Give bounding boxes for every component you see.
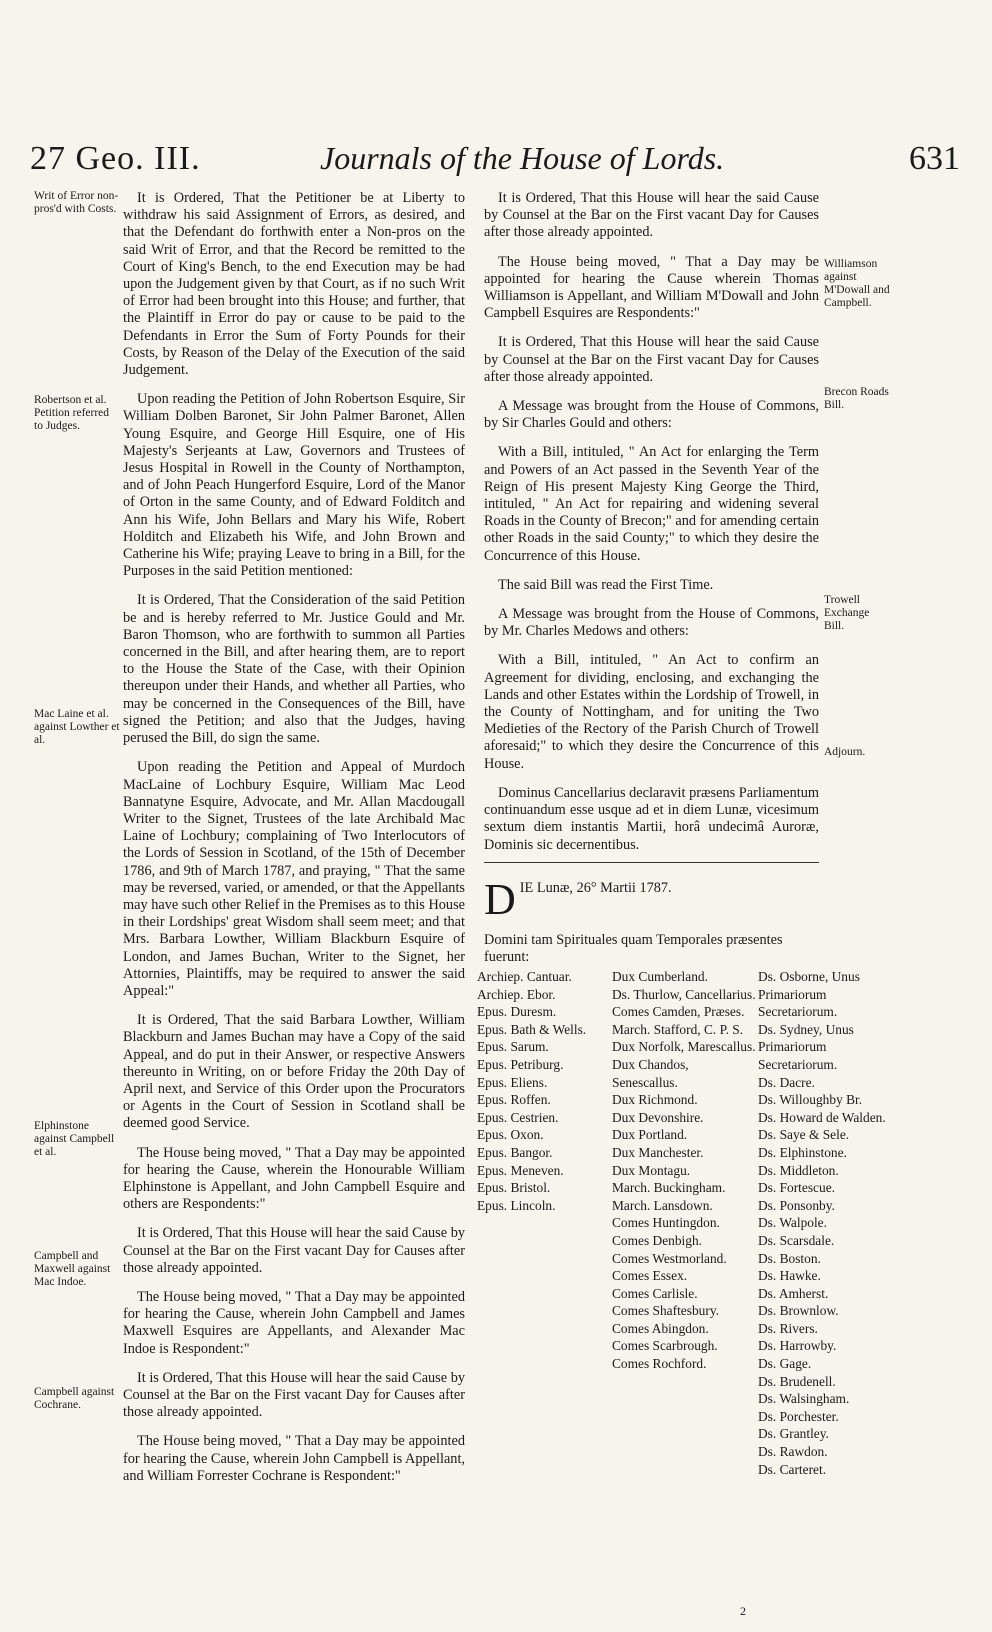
margin-note: Trowell Exchange Bill. — [824, 594, 870, 632]
paragraph: With a Bill, intituled, " An Act for enlarging the Term and Powers of an Act passed in the Seventh Year of the Reign of His present Majesty King George the Third, intituled, " An Act for repairing and widening several Roads in the County of Brecon;" and for amending certain other Roads in the said County;" to which they desire the Concurrence of this House. — [484, 444, 819, 564]
lord-entry: Ds. Rawdon. — [758, 1444, 828, 1460]
lord-entry: Epus. Eliens. — [477, 1074, 548, 1090]
lords-spiritual-list — [477, 968, 607, 1214]
margin-note: Williamson against M'Dowall and Campbell. — [824, 258, 890, 309]
drop-cap: D — [484, 875, 516, 924]
lord-entry: Ds. Walpole. — [758, 1215, 827, 1231]
lord-entry: Ds. Fortescue. — [758, 1180, 835, 1196]
lord-entry: Comes Shaftesbury. — [612, 1303, 719, 1319]
left-column — [123, 190, 465, 1497]
paragraph: With a Bill, intituled, " An Act to confirm an Agreement for dividing, enclosing, and exchanging the Lands and other Estates within the Lordship of Trowell, in the County of Nottingham, and for uniting the Two Medieties of the Rectory of the Parish Church of Trowell aforesaid;" to which they desire the Concurrence of this House. — [484, 652, 819, 772]
margin-note: Writ of Error non-pros'd with Costs. — [34, 190, 119, 215]
page-header — [30, 140, 970, 190]
paragraph: It is Ordered, That this House will hear the said Cause by Counsel at the Bar on the First vacant Day for Causes after those already appointed. — [484, 190, 819, 241]
lord-entry: Ds. Porchester. — [758, 1408, 839, 1424]
margin-note: Adjourn. — [824, 746, 866, 758]
barons-list — [758, 968, 908, 1478]
lord-entry: Ds. Carteret. — [758, 1461, 827, 1477]
paragraph: It is Ordered, That the Petitioner be at Liberty to withdraw his said Assignment of Errors, as desired, and that the Defendant do forthwith enter a Non-pros on the said Writ of Error, and that the Record be remitted to the Court of King's Bench, to the end Execution may be had upon the Judgement given by that Court, as if no such Writ of Error had been brought into this House; and further, that the Plaintiff in Error do pay or cause to be paid to the Defendants in Error the Sum of Forty Pounds for their Costs, by Reason of the Delay of the Execution of the said Judgement. — [123, 190, 465, 379]
lord-entry: Ds. Grantley. — [758, 1426, 829, 1442]
section-divider — [484, 862, 819, 863]
margin-note: Campbell against Cochrane. — [34, 1386, 115, 1411]
lord-entry: Comes Huntingdon. — [612, 1215, 720, 1231]
lord-entry: Ds. Willoughby Br. — [758, 1092, 863, 1108]
margin-note: Brecon Roads Bill. — [824, 386, 889, 411]
lord-entry: Ds. Harrowby. — [758, 1338, 837, 1354]
lord-entry: Ds. Rivers. — [758, 1320, 818, 1336]
lord-entry: Epus. Lincoln. — [477, 1197, 556, 1213]
lord-entry: Archiep. Cantuar. — [477, 969, 572, 984]
lord-entry: March. Stafford, C. P. S. — [612, 1021, 744, 1037]
lord-entry: Epus. Sarum. — [477, 1039, 549, 1055]
lord-entry: March. Buckingham. — [612, 1180, 726, 1196]
right-column — [484, 190, 819, 866]
lord-entry: Ds. Walsingham. — [758, 1391, 850, 1407]
lord-entry: Comes Rochford. — [612, 1356, 707, 1372]
lord-entry: Ds. Brownlow. — [758, 1303, 839, 1319]
lord-entry: Comes Carlisle. — [612, 1285, 698, 1301]
lord-entry: Ds. Saye & Sele. — [758, 1127, 850, 1143]
lord-entry: Dux Cumberland. — [612, 969, 708, 984]
lord-entry: Ds. Gage. — [758, 1356, 812, 1372]
lord-entry: Ds. Howard de Walden. — [758, 1109, 886, 1125]
lord-entry: Ds. Scarsdale. — [758, 1232, 835, 1248]
lord-entry: Epus. Oxon. — [477, 1127, 544, 1143]
paragraph: Upon reading the Petition of John Robertson Esquire, Sir William Dolben Baronet, Sir John Palmer Baronet, Allen Young Esquire, and George Hill Esquire, one of His Majesty's Serjeants at Law, Governors and Trustees of Jesus Hospital in Rowell in the County of Northampton, and of John Peach Hungerford Esquire, Lord of the Manor of Orton in the same County, and of Edward Folditch and Ann his Wife, John Bellars and Mary his Wife, Robert Holditch and Elizabeth his Wife, and John Brown and Catherine his Wife; praying Leave to bring in a Bill, for the Purposes in the said Petition mentioned: — [123, 391, 465, 580]
regnal-year: 27 Geo. III. — [30, 140, 201, 177]
lord-entry: Comes Abingdon. — [612, 1320, 709, 1336]
journal-title: Journals of the House of Lords. — [320, 140, 725, 176]
signature-mark: 2 — [740, 1604, 746, 1618]
paragraph: Dominus Cancellarius declaravit præsens Parliamentum continuandum esse usque ad et in diem Lunæ, vicesimum sextum diem instantis Martii, horâ undecimâ Auroræ, Dominis sic decernentibus. — [484, 784, 819, 853]
present-line: Domini tam Spirituales quam Temporales præsentes fuerunt: — [484, 932, 783, 965]
paragraph: The said Bill was read the First Time. — [498, 576, 714, 593]
paragraph: It is Ordered, That this House will hear the said Cause by Counsel at the Bar on the First vacant Day for Causes after those already appointed. — [123, 1225, 465, 1276]
lord-entry: Ds. Dacre. — [758, 1074, 815, 1090]
paragraph: A Message was brought from the House of Commons, by Mr. Charles Medows and others: — [484, 606, 819, 640]
lord-entry: Ds. Ponsonby. — [758, 1197, 835, 1213]
paragraph: The House being moved, " That a Day may be appointed for hearing the Cause, wherein John Campbell is Appellant, and William Forrester Cochrane is Respondent:" — [123, 1433, 465, 1484]
lord-entry: March. Lansdown. — [612, 1197, 713, 1213]
lord-entry: Epus. Cestrien. — [477, 1109, 559, 1125]
page-number: 631 — [909, 140, 960, 177]
lord-entry: Comes Essex. — [612, 1268, 688, 1284]
paragraph: It is Ordered, That this House will hear the said Cause by Counsel at the Bar on the First vacant Day for Causes after those already appointed. — [484, 334, 819, 385]
margin-note: Robertson et al. Petition referred to Judges. — [34, 394, 110, 432]
paragraph: It is Ordered, That the said Barbara Lowther, William Blackburn and James Buchan may have a Copy of the said Appeal, and do put in their Answer, or respective Answers thereunto in Writing, on or before Friday the 20th Day of April next, and Service of this Order upon the Procurators or Agents in the Court of Session in Scotland shall be deemed good Service. — [123, 1012, 465, 1132]
lord-entry: Dux Richmond. — [612, 1092, 698, 1108]
lord-entry: Dux Chandos, Senescallus. — [612, 1056, 689, 1090]
lord-entry: Epus. Petriburg. — [477, 1056, 564, 1072]
lord-entry: Ds. Brudenell. — [758, 1373, 836, 1389]
paragraph: The House being moved, " That a Day may be appointed for hearing the Cause, wherein John Campbell and James Maxwell Esquires are Appellants, and Alexander Mac Indoe is Respondent:" — [123, 1288, 465, 1357]
margin-note: Elphinstone against Campbell et al. — [34, 1120, 115, 1158]
lord-entry: Comes Scarbrough. — [612, 1338, 718, 1354]
lord-entry: Archiep. Ebor. — [477, 986, 556, 1002]
lord-entry: Epus. Bristol. — [477, 1180, 551, 1196]
lord-entry: Ds. Thurlow, Cancellarius. — [612, 986, 756, 1002]
margin-note: Mac Laine et al. against Lowther et al. — [34, 708, 120, 746]
lord-entry: Ds. Elphinstone. — [758, 1144, 847, 1160]
lords-temporal-list — [612, 968, 756, 1373]
margin-note: Campbell and Maxwell against Mac Indoe. — [34, 1250, 111, 1288]
lord-entry: Dux Manchester. — [612, 1144, 704, 1160]
paragraph: A Message was brought from the House of Commons, by Sir Charles Gould and others: — [484, 398, 819, 432]
date-heading — [484, 875, 819, 924]
lord-entry: Ds. Amherst. — [758, 1285, 829, 1301]
lord-entry: Ds. Osborne, Unus Primariorum Secretariorum. — [758, 969, 860, 1020]
lord-entry: Comes Camden, Præses. — [612, 1004, 745, 1020]
lord-entry: Comes Denbigh. — [612, 1232, 703, 1248]
lord-entry: Epus. Roffen. — [477, 1092, 551, 1108]
lord-entry: Epus. Bath & Wells. — [477, 1021, 587, 1037]
paragraph: It is Ordered, That the Consideration of the said Petition be and is hereby referred to Mr. Justice Gould and Mr. Baron Thomson, who are forthwith to summon all Parties concerned in the Bill, and after hearing them, are to report to the House the State of the Case, with their Opinion thereupon under their Hands, and whether all Parties, who may be concerned in the Consequences of the Bill, have signed the Petition; and also that the Judges, having perused the Bill, do sign the same. — [123, 592, 465, 747]
paragraph: The House being moved, " That a Day may be appointed for hearing the Cause wherein Thomas Williamson is Appellant, and William M'Dowall and John Campbell Esquires are Respondents:" — [484, 253, 819, 322]
lord-entry: Dux Devonshire. — [612, 1109, 704, 1125]
lord-entry: Dux Montagu. — [612, 1162, 691, 1178]
lord-entry: Ds. Boston. — [758, 1250, 821, 1266]
lord-entry: Comes Westmorland. — [612, 1250, 727, 1266]
paragraph: It is Ordered, That this House will hear the said Cause by Counsel at the Bar on the First vacant Day for Causes after those already appointed. — [123, 1369, 465, 1421]
lord-entry: Ds. Hawke. — [758, 1268, 821, 1284]
lord-entry: Ds. Middleton. — [758, 1162, 839, 1178]
lord-entry: Ds. Sydney, Unus Primariorum Secretariorum. — [758, 1021, 854, 1072]
paragraph: The House being moved, " That a Day may be appointed for hearing the Cause, wherein the Honourable William Elphinstone is Appellant, and John Campbell Esquire and others are Respondents:" — [123, 1144, 465, 1213]
lord-entry: Epus. Bangor. — [477, 1144, 553, 1160]
lord-entry: Dux Norfolk, Marescallus. — [612, 1039, 756, 1055]
lord-entry: Epus. Duresm. — [477, 1004, 557, 1020]
paragraph: Upon reading the Petition and Appeal of Murdoch MacLaine of Lochbury Esquire, William Mac Leod Bannatyne Esquire, Advocate, and Mr. Allan Macdougall Writer to the Signet, Trustees of the late Archibald Mac Laine of Lochbury; complaining of Two Interlocutors of the Lords of Session in Scotland, of the 15th of December 1786, and 9th of March 1787, and praying, " That the same may be reversed, varied, or amended, or that the Appellants may have such other Relief in the Premises as to this House in their Lordships' great Wisdom shall seem meet; and that Mrs. Barbara Lowther, William Blackburn Esquire of London, and James Buchan, Writer to the Signet, her Attornies, Plaintiffs, may be required to answer the said Appeal:" — [123, 759, 465, 999]
lord-entry: Dux Portland. — [612, 1127, 688, 1143]
date-heading-text: IE Lunæ, 26° Martii 1787. — [519, 880, 672, 896]
lord-entry: Epus. Meneven. — [477, 1162, 564, 1178]
